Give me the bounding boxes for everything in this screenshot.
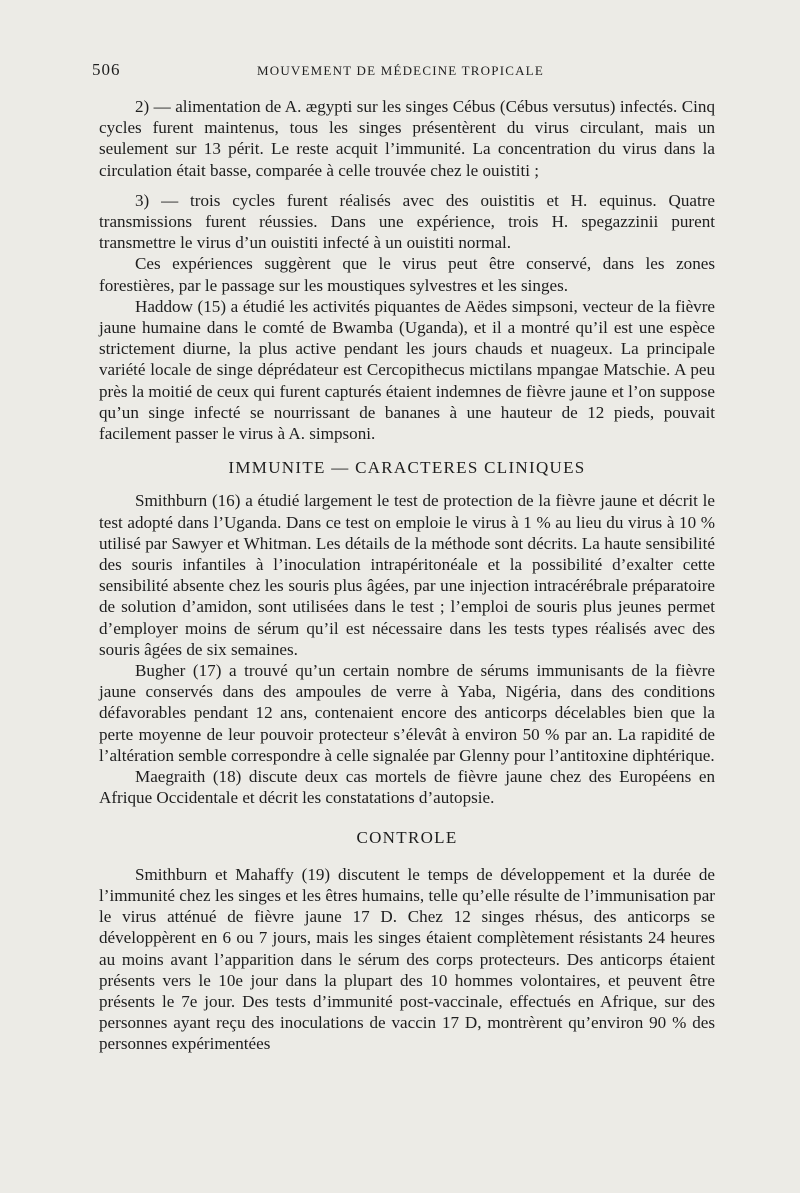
paragraph: Ces expériences suggèrent que le virus peut être conservé, dans les zones forestières, par le passage sur les moustiques sylvestres et les singes.: [99, 254, 715, 295]
page-body: [99, 96, 715, 1055]
paragraph: Smithburn (16) a étudié largement le test de protection de la fièvre jaune et décrit le test adopté dans l’Uganda. Dans ce test on emploie le virus à 1 % au lieu du virus à 10 % utilisé par Sawyer et Whitman. Les détails de la méthode sont décrits. La haute sensibilité des souris infantiles à l’inoculation intrapéritonéale et la possibilité d’exalter cette sensibilité absente chez les souris plus âgées, par une injection intracérébrale préparatoire de solution d’amidon, sont utilisées dans le test ; l’emploi de souris plus jeunes permet d’employer moins de sérum qu’il est nécessaire dans les tests types réalisés avec des souris âgées de six semaines.: [99, 491, 715, 659]
section-heading-controle: CONTROLE: [356, 827, 458, 847]
section-heading-immunite: IMMUNITE — CARACTERES CLINIQUES: [228, 458, 586, 478]
paragraph: Haddow (15) a étudié les activités piquantes de Aëdes simpsoni, vecteur de la fièvre jaune humaine dans le comté de Bwamba (Uganda), et il a montré qu’il est une espèce strictement diurne, la plus active pendant les jours chauds et nuageux. La principale variété locale de singe déprédateur est Cercopithecus mictilans mpangae Matschie. A peu près la moitié de ceux qui furent capturés étaient indemnes de fièvre jaune et l’on suppose qu’un singe infecté se nourrissant de bananes à une hauteur de 12 pieds, pouvait facilement passer le virus à A. simpsoni.: [99, 296, 715, 444]
running-title: MOUVEMENT DE MÉDECINE TROPICALE: [257, 63, 544, 78]
page-header: [92, 60, 712, 86]
paragraph: Smithburn et Mahaffy (19) discutent le temps de développement et la durée de l’immunité chez les singes et les êtres humains, telle qu’elle résulte de l’immunisation par le virus atténué de fièvre jaune 17 D. Chez 12 singes rhésus, des anticorps se développèrent en 6 ou 7 jours, mais les singes étaient complètement résistants 24 heures au moins avant l’apparition dans le sérum des corps protecteurs. Des anticorps étaient présents vers le 10e jour dans la plupart des 10 hommes volontaires, et peuvent être présents le 7e jour. Des tests d’immunité post-vaccinale, effectués en Afrique, sur des personnes ayant reçu des inoculations de vaccin 17 D, montrèrent qu’environ 90 % des personnes expérimentées: [99, 864, 715, 1054]
paragraph: 2) — alimentation de A. ægypti sur les singes Cébus (Cébus versutus) infectés. Cinq cycles furent maintenus, tous les singes présentèrent du virus circulant, mais un seulement sur 13 périt. Le reste acquit l’immunité. La concentration du virus dans la circulation était basse, comparée à celle trouvée chez le ouistiti ;: [99, 97, 715, 180]
page-number: 506: [92, 60, 121, 79]
paragraph: Maegraith (18) discute deux cas mortels de fièvre jaune chez des Européens en Afrique Occidentale et décrit les constatations d’autopsie.: [99, 767, 715, 808]
paragraph: 3) — trois cycles furent réalisés avec des ouistitis et H. equinus. Quatre transmissions furent réussies. Dans une expérience, trois H. spegazzinii purent transmettre le virus d’un ouistiti infecté à un ouistiti normal.: [99, 190, 715, 253]
paragraph: Bugher (17) a trouvé qu’un certain nombre de sérums immunisants de la fièvre jaune conservés dans des ampoules de verre à Yaba, Nigéria, dans des conditions défavorables pendant 12 ans, contenaient encore des anticorps décelables bien que la perte moyenne de leur pouvoir protecteur s’élevât à environ 50 % par an. La rapidité de l’altération semble correspondre à celle signalée par Glenny pour l’antitoxine diphtérique.: [99, 661, 715, 765]
